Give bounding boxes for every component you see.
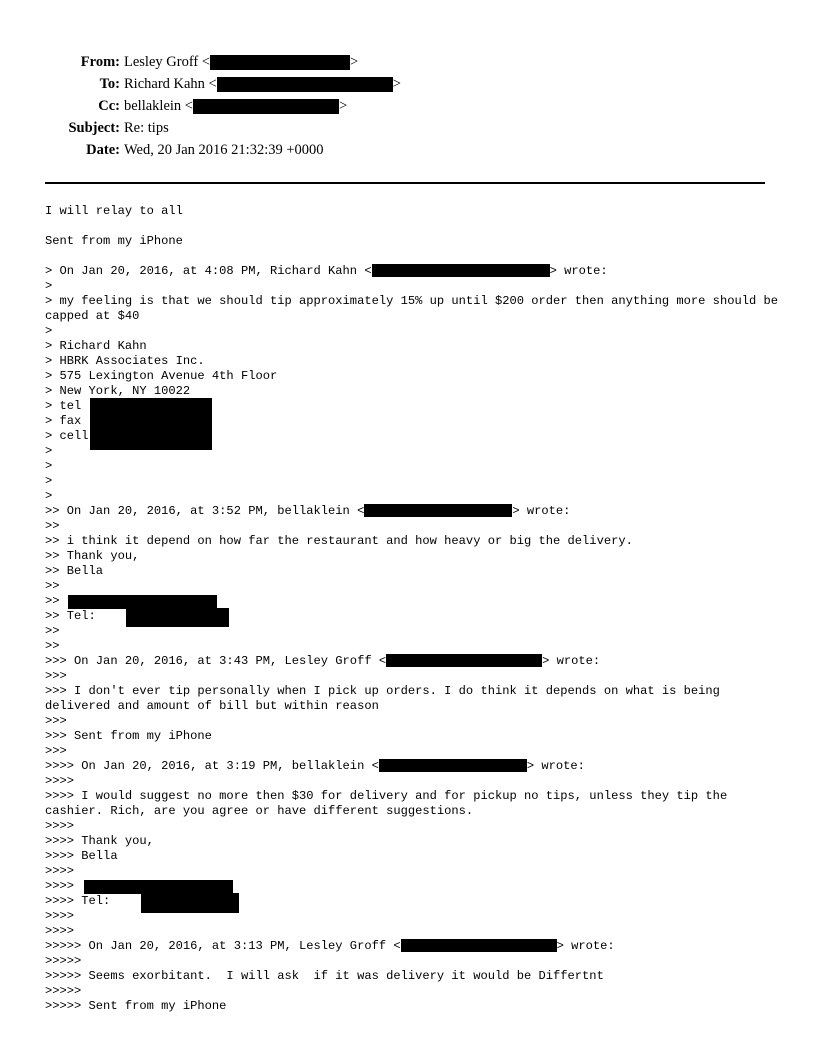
redaction-box-tel — [141, 893, 239, 913]
redaction-box-signature — [68, 595, 217, 609]
signature-line: > Richard Kahn — [45, 339, 147, 353]
quote-line: >>> Sent from my iPhone — [45, 729, 212, 743]
cc-row — [0, 95, 816, 117]
redaction-box — [379, 759, 527, 772]
redaction-box — [217, 77, 393, 92]
quote-line: >> Tel: — [45, 609, 96, 623]
from-row — [0, 51, 816, 73]
redaction-box-contact — [90, 398, 212, 450]
quote-header-wrote: > wrote: — [549, 264, 608, 278]
quote-line: >>>> — [45, 879, 75, 893]
quote-header — [45, 939, 785, 954]
close-bracket: > — [338, 98, 348, 114]
quote-line: >>>> — [45, 774, 75, 788]
signature-line: > HBRK Associates Inc. — [45, 354, 205, 368]
to-name: Richard Kahn < — [124, 76, 217, 92]
quote-header-wrote: > wrote: — [526, 759, 585, 773]
quote-line: >>> — [45, 714, 67, 728]
quote-line: > — [45, 489, 53, 503]
close-bracket: > — [350, 54, 359, 70]
quote-line: >> Bella — [45, 564, 104, 578]
from-value — [124, 51, 358, 73]
quote-line: > — [45, 459, 53, 473]
quote-line: >>>>> Seems exorbitant. I will ask if it was delivery it would be Differtnt — [45, 969, 604, 983]
quote-header — [45, 654, 785, 669]
quote-line: > — [45, 474, 53, 488]
quote-line: >> — [45, 519, 60, 533]
quote-header-text: >>>>> On Jan 20, 2016, at 3:13 PM, Lesley Groff < — [45, 939, 401, 953]
quote-line: >>>> Tel: — [45, 894, 111, 908]
redaction-box — [364, 504, 512, 517]
quote-line: > — [45, 279, 53, 293]
quote-line: > — [45, 444, 53, 458]
date-row — [0, 139, 816, 161]
to-row — [0, 73, 816, 95]
quote-header — [45, 504, 785, 519]
quote-line: >>>> — [45, 819, 75, 833]
quote-header-wrote: > wrote: — [542, 654, 601, 668]
cc-name: bellaklein < — [124, 98, 193, 114]
redaction-box — [372, 264, 550, 277]
quote-line: > — [45, 324, 53, 338]
date-label: Date: — [86, 142, 120, 158]
quote-header — [45, 759, 785, 774]
date-value: Wed, 20 Jan 2016 21:32:39 +0000 — [124, 142, 324, 158]
quote-header-text: >> On Jan 20, 2016, at 3:52 PM, bellaklein < — [45, 504, 365, 518]
cc-value — [124, 95, 347, 117]
redaction-box-tel — [126, 608, 229, 627]
subject-value: Re: tips — [124, 120, 169, 136]
quote-line: >>>> Bella — [45, 849, 118, 863]
blank-line — [45, 219, 785, 234]
from-label: From: — [80, 54, 120, 70]
header-divider — [45, 182, 765, 184]
quote-line: >>>> — [45, 924, 75, 938]
body-line: Sent from my iPhone — [45, 234, 183, 248]
quote-line: >>> — [45, 744, 67, 758]
quote-header-wrote: > wrote: — [512, 504, 571, 518]
quote-header-text: >>> On Jan 20, 2016, at 3:43 PM, Lesley Groff < — [45, 654, 387, 668]
signature-line: > tel — [45, 399, 82, 413]
signature-line: > fax — [45, 414, 82, 428]
signature-line: > New York, NY 10022 — [45, 384, 191, 398]
quote-header-text: >>>> On Jan 20, 2016, at 3:19 PM, bellaklein < — [45, 759, 379, 773]
quote-header-wrote: > wrote: — [556, 939, 615, 953]
quote-line: >> — [45, 639, 60, 653]
close-bracket: > — [392, 76, 401, 92]
cc-label: Cc: — [98, 98, 120, 114]
redaction-box — [193, 99, 339, 114]
quote-line: >>>> — [45, 864, 75, 878]
quote-line: >> — [45, 624, 60, 638]
subject-label: Subject: — [68, 120, 120, 136]
signature-line: > 575 Lexington Avenue 4th Floor — [45, 369, 278, 383]
redaction-box — [401, 939, 557, 952]
from-name: Lesley Groff < — [124, 54, 211, 70]
quote-line: >>>>> — [45, 954, 82, 968]
quote-header-text: > On Jan 20, 2016, at 4:08 PM, Richard Kahn < — [45, 264, 372, 278]
quote-line: >> i think it depend on how far the restaurant and how heavy or big the delivery. — [45, 534, 633, 548]
quote-line: >>> — [45, 669, 67, 683]
quote-line: >>>>> — [45, 984, 82, 998]
quote-line: >>>> — [45, 909, 75, 923]
redaction-box-signature — [84, 880, 233, 894]
body-line: I will relay to all — [45, 204, 183, 218]
quote-line: > my feeling is that we should tip approximately 15% up until $200 order then anything more should be capped at $40 — [45, 294, 779, 323]
signature-line: > cell — [45, 429, 89, 443]
quote-line: >> Thank you, — [45, 549, 140, 563]
quote-line: >>>>> Sent from my iPhone — [45, 999, 227, 1013]
quote-line: >>>> Thank you, — [45, 834, 154, 848]
blank-line — [45, 249, 785, 264]
quote-line: >> — [45, 579, 60, 593]
quote-line: >>>> I would suggest no more then $30 for delivery and for pickup no tips, unless they tip the cashier. Rich, are you agree or have different suggestions. — [45, 789, 728, 818]
subject-row — [0, 117, 816, 139]
quote-line: >> — [45, 594, 60, 608]
to-value — [124, 73, 401, 95]
quote-line: >>> I don't ever tip personally when I pick up orders. I do think it depends on what is being delivered and amount of bill but within reason — [45, 684, 720, 713]
to-label: To: — [99, 76, 120, 92]
redaction-box — [210, 55, 350, 70]
quote-header — [45, 264, 785, 279]
redaction-box — [386, 654, 542, 667]
